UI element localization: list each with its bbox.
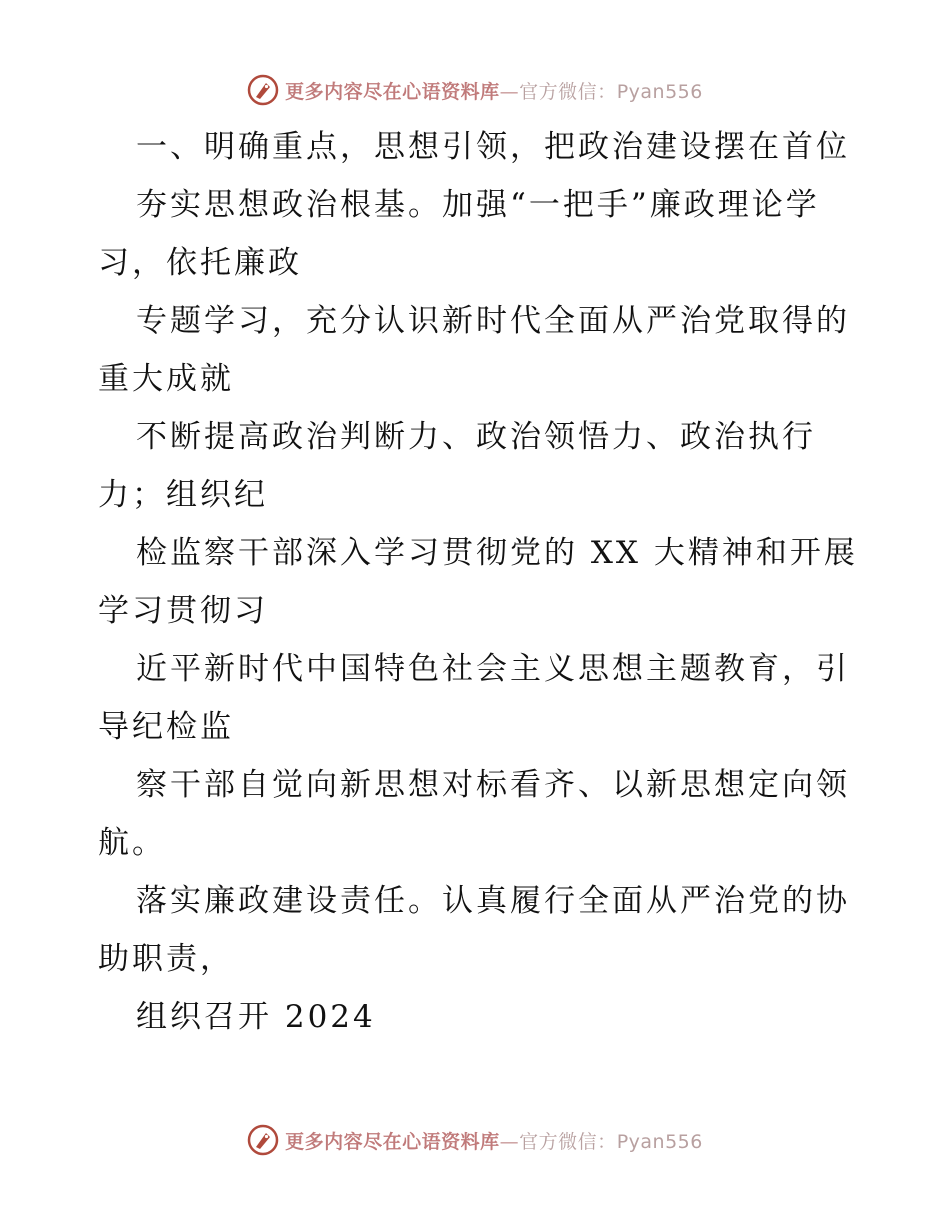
body-line-5: 近平新时代中国特色社会主义思想主题教育，引导纪检监 — [98, 651, 850, 745]
pen-nib-logo-icon — [247, 1124, 279, 1156]
body-line-4: 检监察干部深入学习贯彻党的 XX 大精神和开展学习贯彻习 — [98, 535, 858, 629]
header-watermark — [0, 72, 950, 108]
document-body — [98, 118, 858, 1046]
section-heading: 一、明确重点，思想引领，把政治建设摆在首位 — [136, 129, 850, 165]
footer-watermark — [0, 1122, 950, 1158]
watermark-text: 更多内容尽在心语资料库—官方微信：Pyan556 — [285, 1130, 703, 1153]
body-line-1: 夯实思想政治根基。加强“一把手”廉政理论学习，依托廉政 — [98, 187, 820, 281]
watermark-text: 更多内容尽在心语资料库—官方微信：Pyan556 — [285, 80, 703, 103]
pen-nib-logo-icon — [247, 74, 279, 106]
body-line-7: 落实廉政建设责任。认真履行全面从严治党的协助职责， — [98, 883, 850, 977]
body-line-3: 不断提高政治判断力、政治领悟力、政治执行力；组织纪 — [98, 419, 816, 513]
body-line-6: 察干部自觉向新思想对标看齐、以新思想定向领航。 — [98, 767, 850, 861]
body-line-2: 专题学习，充分认识新时代全面从严治党取得的重大成就 — [98, 303, 850, 397]
body-line-8: 组织召开 2024 — [136, 999, 376, 1035]
